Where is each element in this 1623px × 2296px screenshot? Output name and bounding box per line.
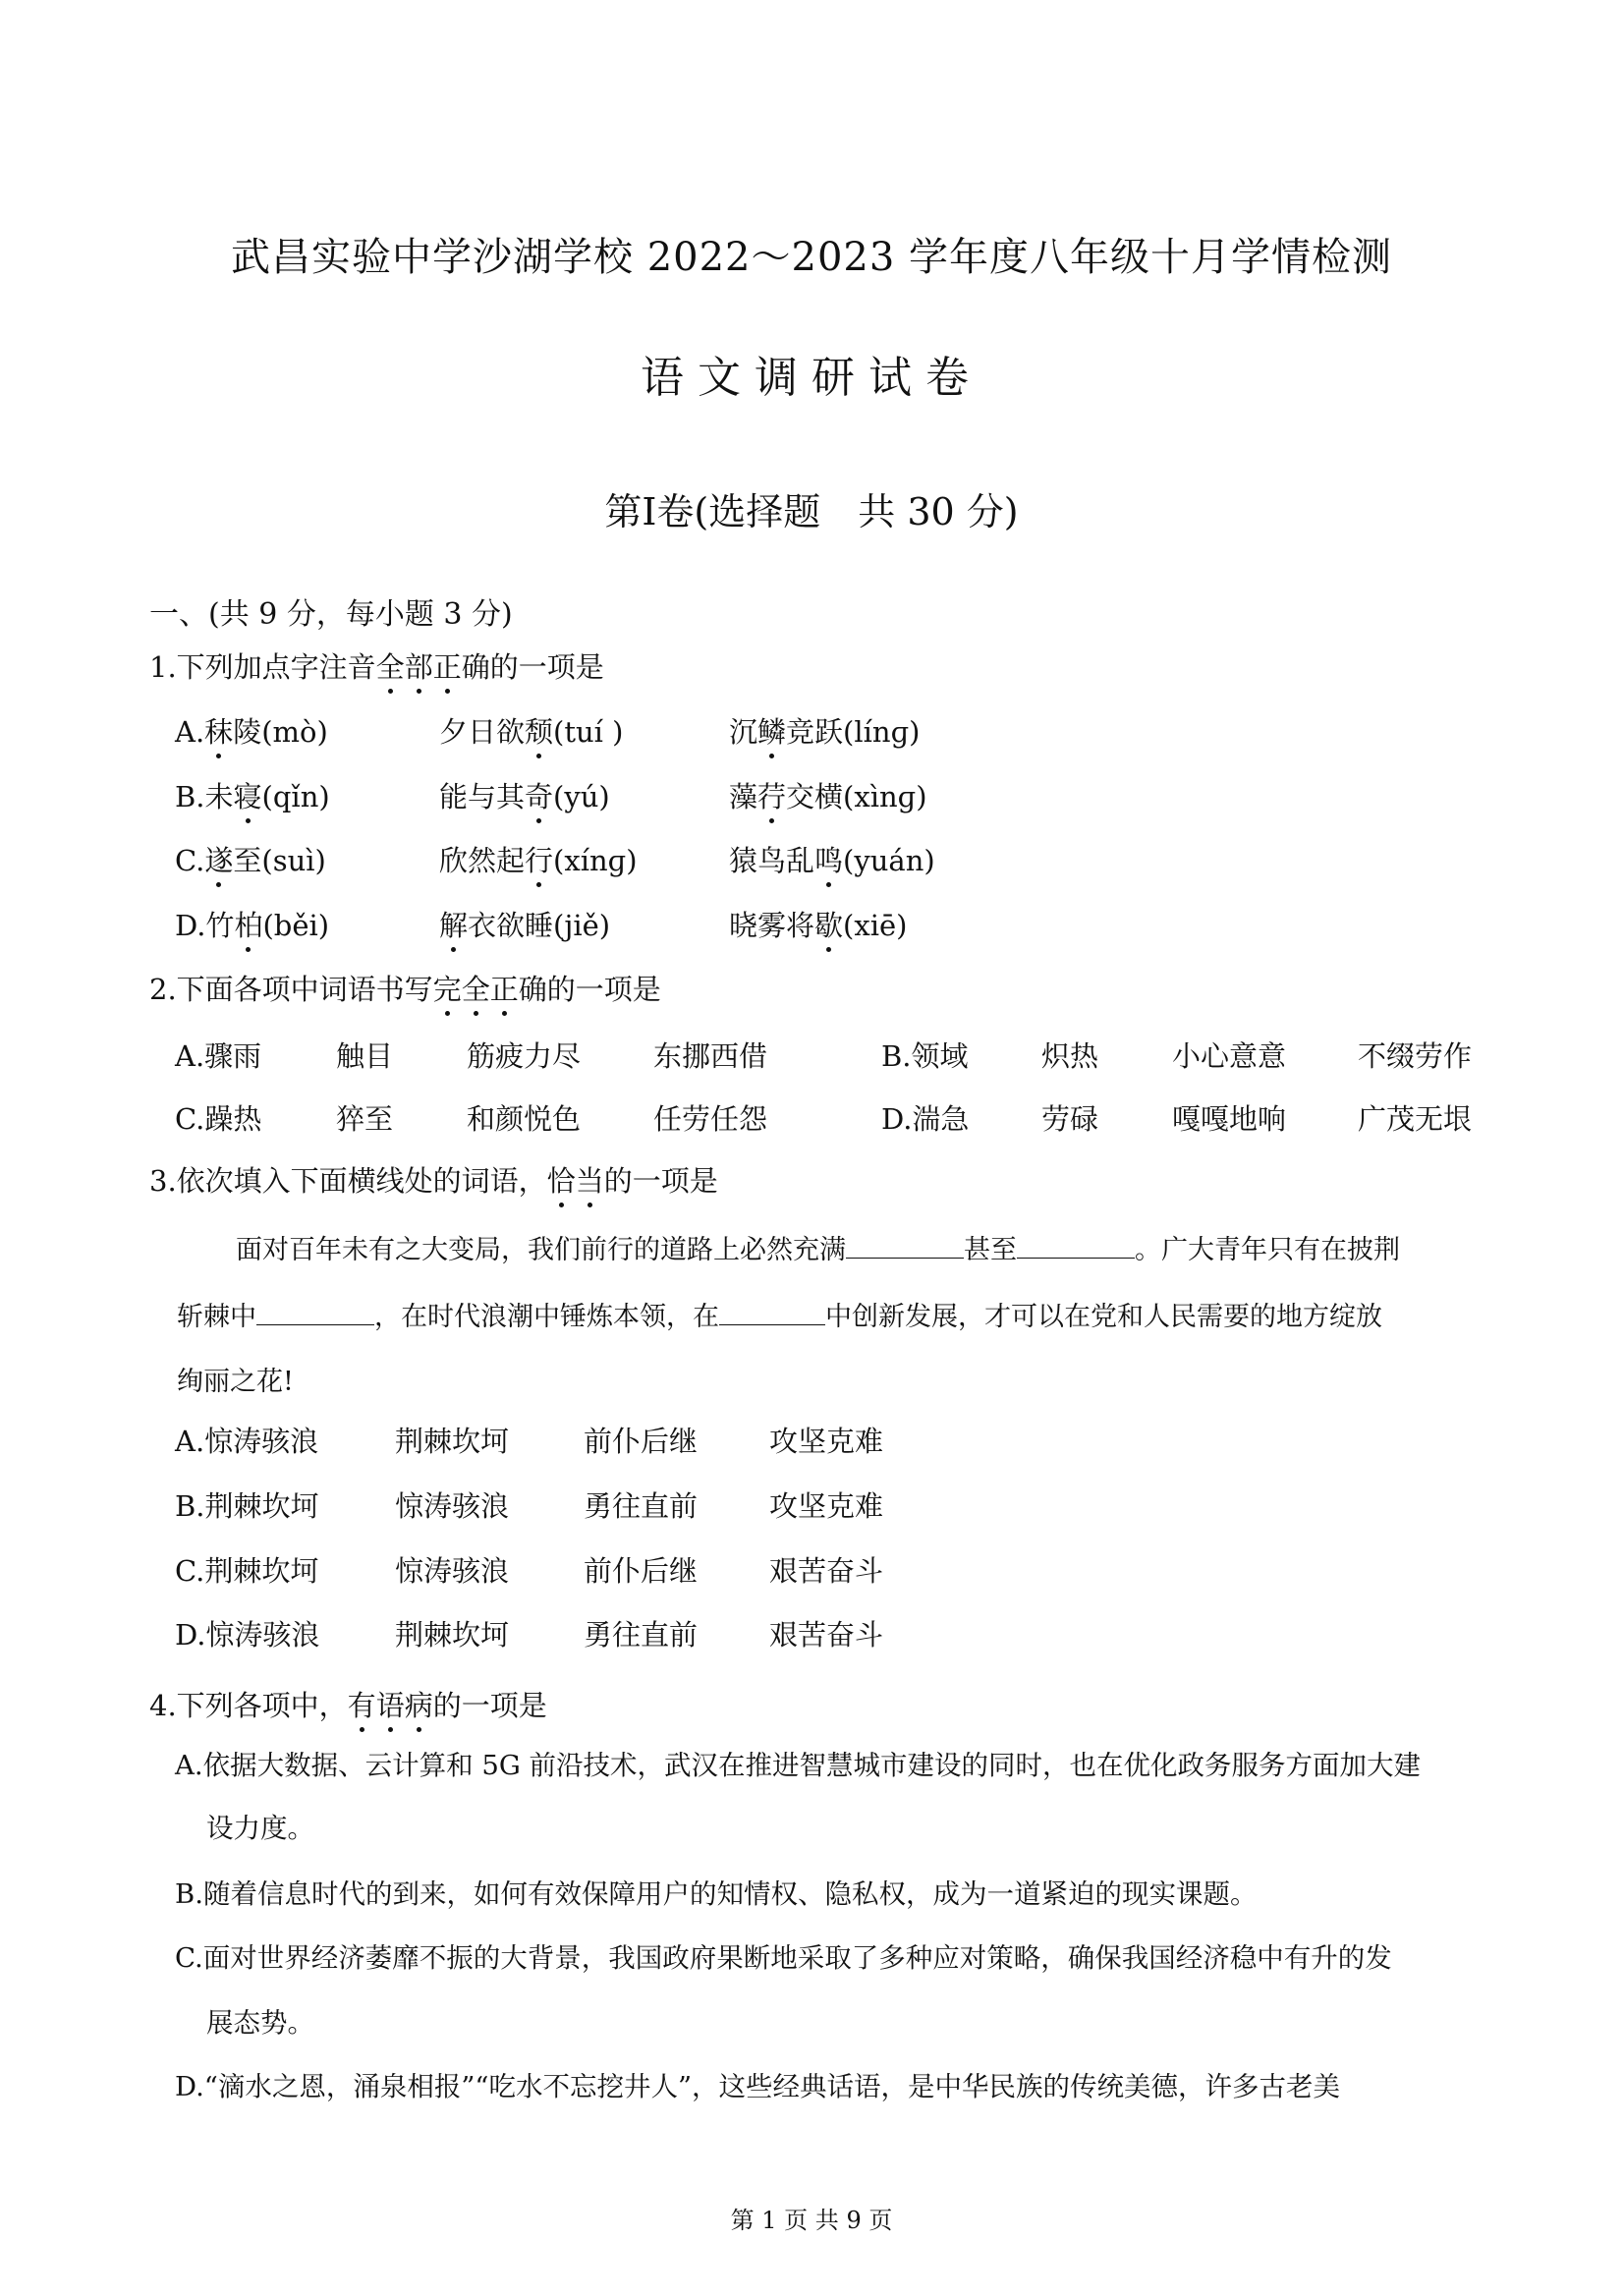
q3-option: 荆棘坎坷: [395, 1618, 510, 1652]
q2-word: 嘎嘎地响: [1172, 1102, 1287, 1136]
emphasis-char: 正: [490, 968, 519, 1008]
emphasis-char: 全: [376, 645, 405, 686]
emphasis-char: 寝: [234, 775, 262, 815]
emphasis-char: 完: [433, 968, 462, 1008]
q1-option-a-2: 夕日欲颓(tuí ): [439, 710, 623, 751]
q2-stem: 2.下面各项中词语书写完全正确的一项是: [149, 968, 661, 1008]
section-title: 第Ⅰ卷(选择题 共 30 分): [604, 490, 1019, 533]
fill-blank: [846, 1232, 964, 1259]
q3-stem: 3.依次填入下面横线处的词语，恰当的一项是: [149, 1159, 718, 1200]
q3-option: 荆棘坎坷: [395, 1425, 510, 1458]
emphasis-char: 奇: [525, 775, 553, 815]
exam-subtitle: 语文调研试卷: [641, 353, 982, 403]
q3-option: 惊涛骇浪: [395, 1489, 510, 1523]
fill-blank: [719, 1299, 825, 1325]
q4-option-a-line2: 设力度。: [206, 1813, 314, 1844]
q1-option-c-3: 猿鸟乱鸣(yuán): [729, 839, 935, 879]
q3-option: 勇往直前: [584, 1489, 699, 1523]
exam-title: 武昌实验中学沙湖学校 2022～2023 学年度八年级十月学情检测: [230, 235, 1393, 280]
q4-option-b-line1: B.随着信息时代的到来，如何有效保障用户的知情权、隐私权，成为一道紧迫的现实课题。: [175, 1878, 1258, 1910]
q3-option: A.惊涛骇浪: [175, 1425, 319, 1458]
page-footer: 第 1 页 共 9 页: [730, 2207, 893, 2234]
q2-word: 猝至: [336, 1102, 394, 1136]
q2-word: 炽热: [1041, 1039, 1099, 1073]
q2-word: 广茂无垠: [1358, 1102, 1473, 1136]
q2-word: 触目: [336, 1039, 394, 1073]
fill-blank: [1017, 1232, 1135, 1259]
q4-option-c-line1: C.面对世界经济萎靡不振的大背景，我国政府果断地采取了多种应对策略，确保我国经济稳中有升的发: [175, 1942, 1392, 1974]
q1-option-c-1: C.遂至(suì): [175, 839, 326, 879]
q1-option-d-2: 解衣欲睡(jiě): [439, 904, 610, 944]
emphasis-char: 颓: [525, 710, 553, 751]
q3-option: 攻坚克难: [769, 1489, 884, 1523]
q3-passage-line-1: 面对百年未有之大变局，我们前行的道路上必然充满 甚至 。广大青年只有在披荆: [236, 1228, 1400, 1266]
emphasis-char: 鸣: [814, 839, 843, 879]
q3-option: 惊涛骇浪: [395, 1554, 510, 1588]
q1-option-a-3: 沉鳞竞跃(línɡ): [729, 710, 920, 751]
emphasis-char: 当: [576, 1159, 604, 1200]
q3-option: C.荆棘坎坷: [175, 1554, 319, 1588]
q2-word: 筋疲力尽: [467, 1039, 582, 1073]
q2-word: D.湍急: [881, 1102, 970, 1136]
q2-word: 小心意意: [1172, 1039, 1287, 1073]
q2-word: 东挪西借: [653, 1039, 768, 1073]
q3-option: 攻坚克难: [769, 1425, 884, 1458]
q1-stem: 1.下列加点字注音全部正确的一项是: [149, 645, 604, 686]
q2-word: 劳碌: [1041, 1102, 1099, 1136]
emphasis-char: 语: [376, 1684, 405, 1724]
q1-option-b-3: 藻荇交横(xìnɡ): [729, 775, 927, 815]
q2-word: 和颜悦色: [467, 1102, 582, 1136]
emphasis-char: 病: [405, 1684, 433, 1724]
q3-passage-line-2: 斩棘中 ，在时代浪潮中锤炼本领，在 中创新发展，才可以在党和人民需要的地方绽放: [177, 1295, 1382, 1333]
q3-passage-line-3: 绚丽之花!: [177, 1367, 294, 1397]
q2-word: 不缀劳作: [1358, 1039, 1473, 1073]
q3-option: 艰苦奋斗: [769, 1554, 884, 1588]
q3-option: B.荆棘坎坷: [175, 1489, 319, 1523]
q2-word: A.骤雨: [175, 1039, 262, 1073]
part1-heading: 一、(共 9 分，每小题 3 分): [149, 597, 513, 632]
q4-option-a-line1: A.依据大数据、云计算和 5G 前沿技术，武汉在推进智慧城市建设的同时，也在优化政务服务方面加大建: [175, 1750, 1422, 1781]
q3-option: 前仆后继: [584, 1425, 699, 1458]
emphasis-char: 恰: [547, 1159, 576, 1200]
emphasis-char: 有: [348, 1684, 376, 1724]
emphasis-char: 部: [405, 645, 433, 686]
q1-option-c-2: 欣然起行(xínɡ): [439, 839, 638, 879]
emphasis-char: 遂: [204, 839, 233, 879]
emphasis-char: 荇: [757, 775, 786, 815]
q2-word: B.领域: [881, 1039, 969, 1073]
q1-option-d-1: D.竹柏(běi): [175, 904, 329, 944]
q1-option-b-2: 能与其奇(yú): [439, 775, 610, 815]
emphasis-char: 柏: [234, 904, 262, 944]
q4-stem: 4.下列各项中，有语病的一项是: [149, 1684, 547, 1724]
q2-word: C.躁热: [175, 1102, 262, 1136]
fill-blank: [256, 1299, 374, 1325]
q3-option: 勇往直前: [584, 1618, 699, 1652]
emphasis-char: 歇: [814, 904, 843, 944]
q4-option-c-line2: 展态势。: [206, 2007, 314, 2039]
emphasis-char: 行: [525, 839, 553, 879]
emphasis-char: 正: [433, 645, 462, 686]
q3-option: 前仆后继: [584, 1554, 699, 1588]
q1-option-a-1: A.秣陵(mò): [175, 710, 328, 751]
emphasis-char: 全: [462, 968, 490, 1008]
emphasis-char: 秣: [204, 710, 233, 751]
q1-option-b-1: B.未寝(qǐn): [175, 775, 330, 815]
emphasis-char: 鳞: [757, 710, 786, 751]
emphasis-char: 解: [439, 904, 468, 944]
q2-word: 任劳任怨: [653, 1102, 768, 1136]
q3-option: D.惊涛骇浪: [175, 1618, 320, 1652]
q4-option-d-line1: D.“滴水之恩，涌泉相报”“吃水不忘挖井人”，这些经典话语，是中华民族的传统美德，许多古老美: [175, 2071, 1341, 2102]
q1-option-d-3: 晓雾将歇(xiē): [729, 904, 907, 944]
q3-option: 艰苦奋斗: [769, 1618, 884, 1652]
